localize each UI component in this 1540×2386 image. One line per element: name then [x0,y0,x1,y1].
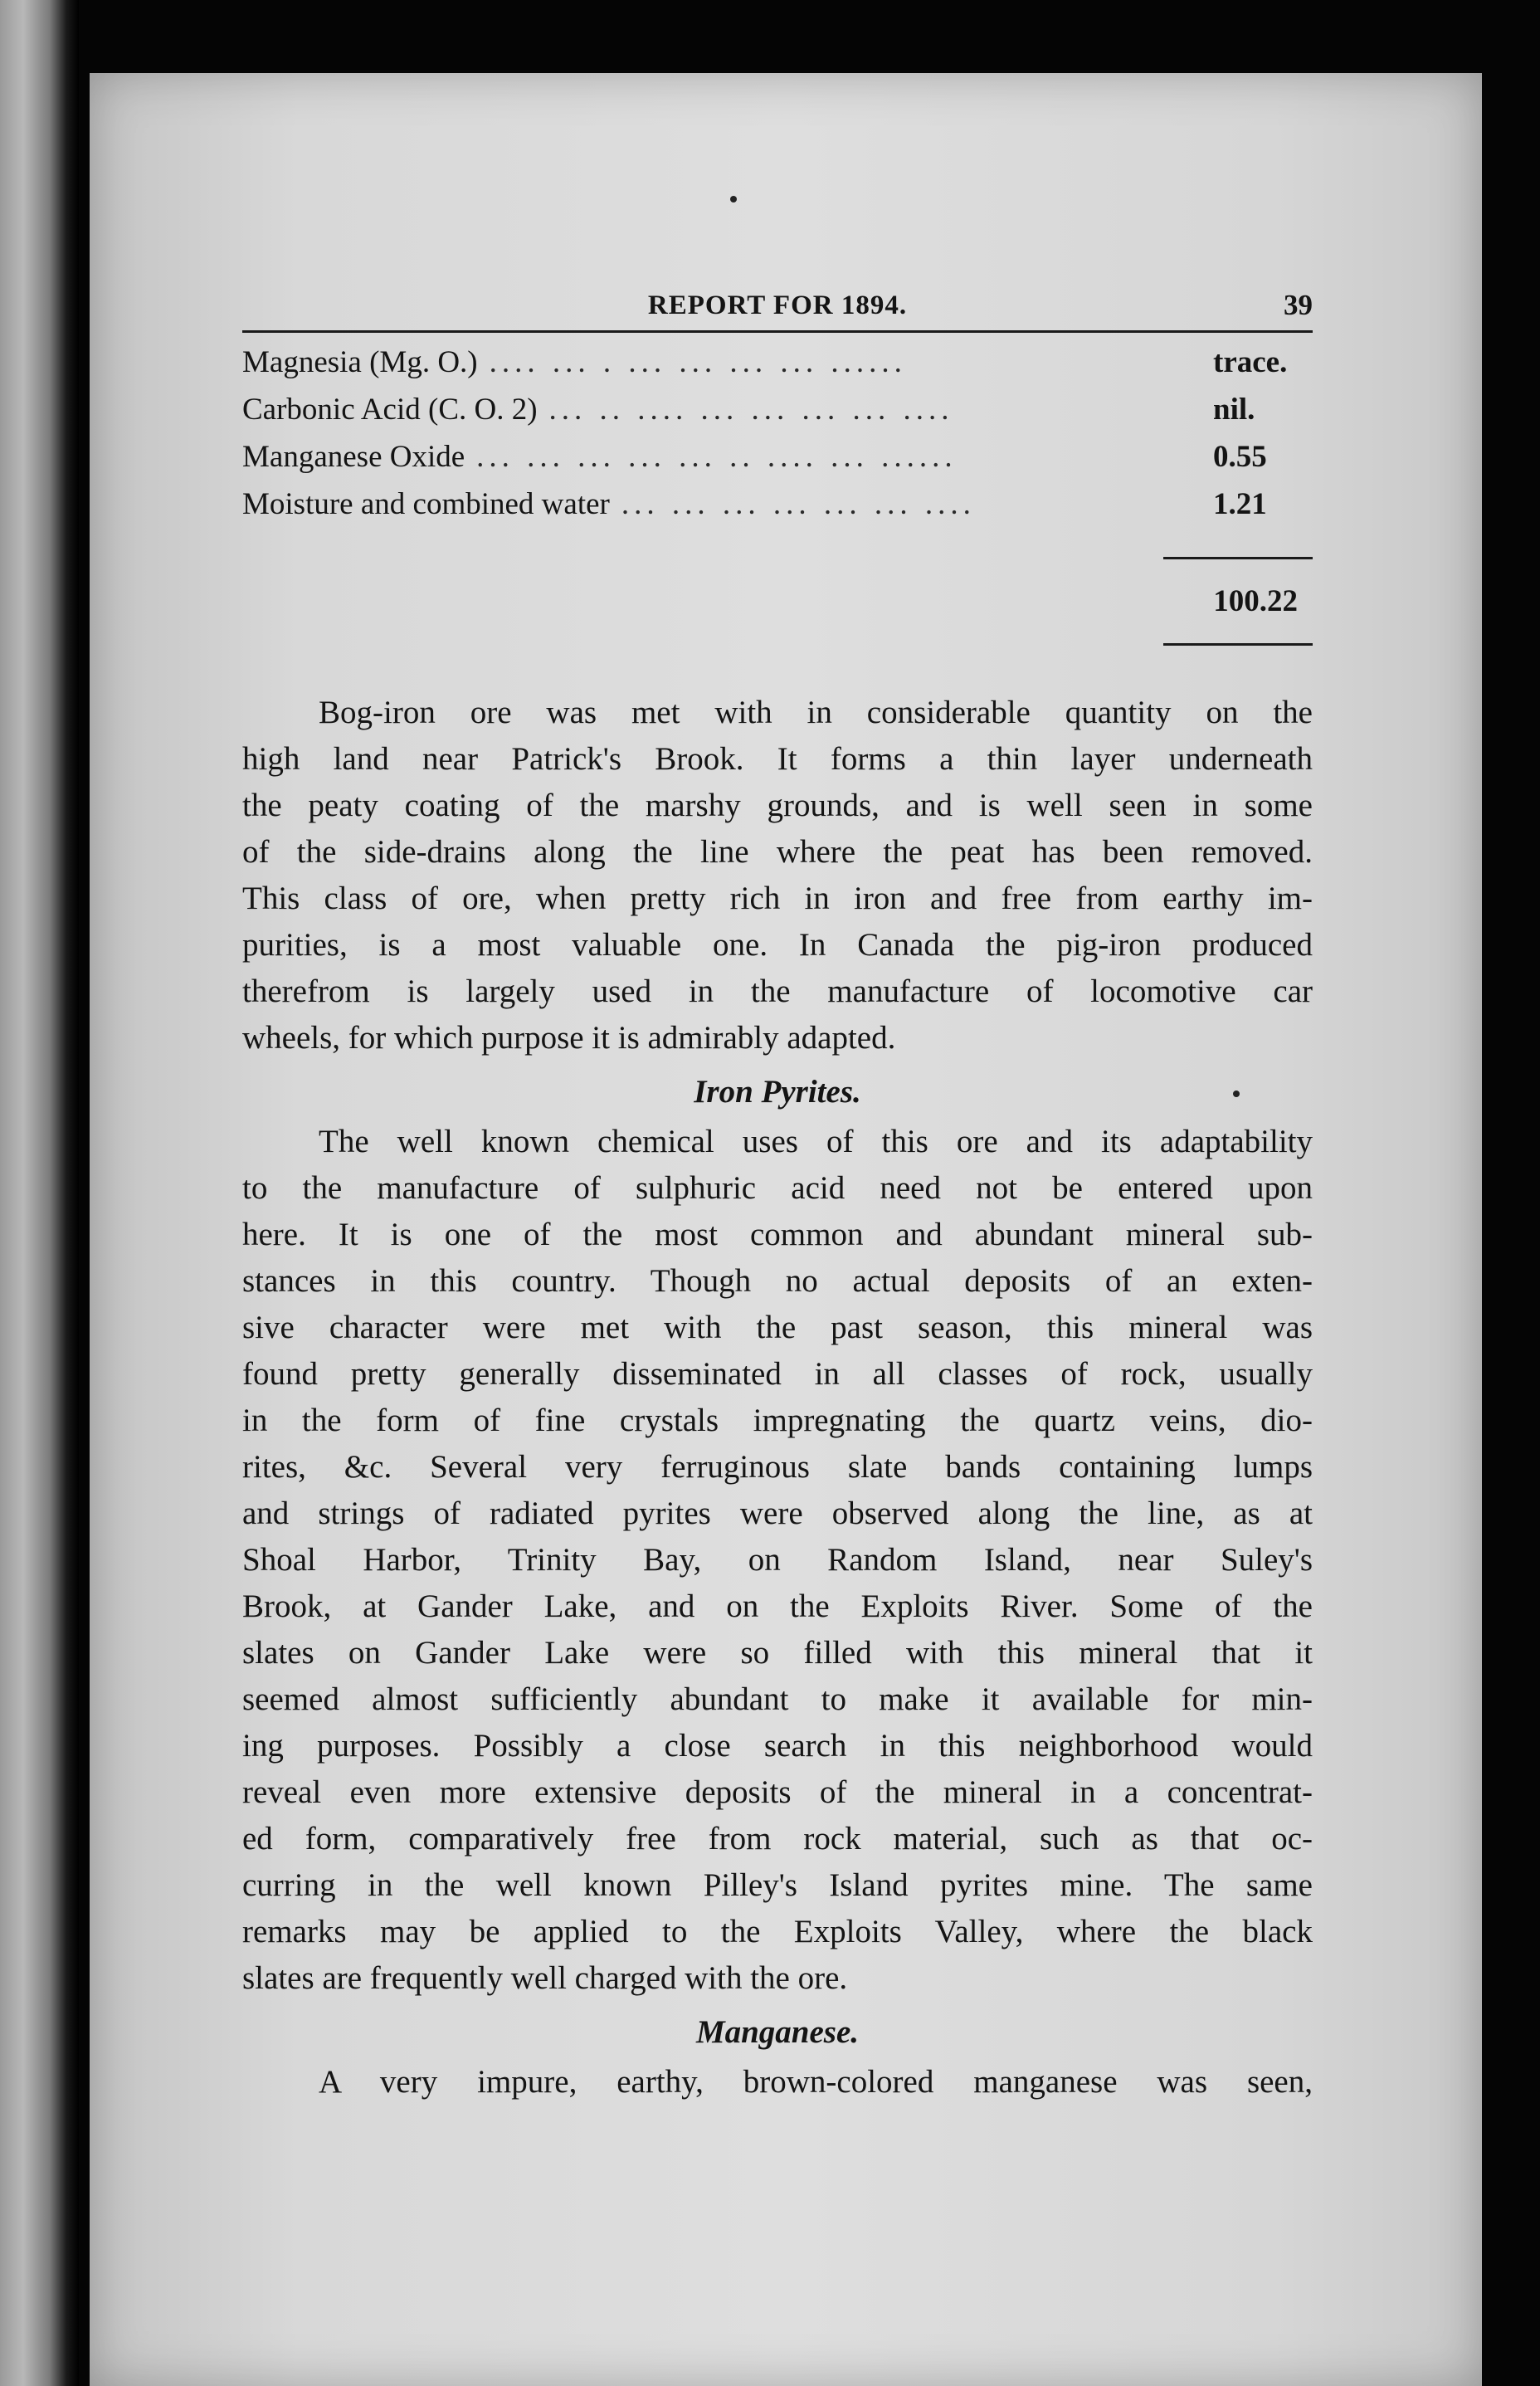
analysis-row [242,392,1313,439]
text-line: purities, is a most valuable one. In Canada the pig-iron produced [242,927,1313,963]
text-line: here. It is one of the most common and abundant mineral sub- [242,1217,1313,1252]
analysis-item-value: trace. [1213,345,1288,379]
analysis-row [242,344,1313,392]
analysis-row [242,486,1313,534]
analysis-item-value: 0.55 [1213,440,1267,474]
sum-rule [1163,643,1313,646]
running-header [242,282,1313,333]
text-line: ed form, comparatively free from rock material, such as that oc- [242,1821,1313,1857]
text-line: The well known chemical uses of this ore and its adaptability [319,1124,1313,1159]
sum-rule [1163,557,1313,559]
text-line: remarks may be applied to the Exploits Valley, where the black [242,1914,1313,1949]
analysis-table [242,344,1313,534]
page-number: 39 [1284,289,1313,321]
text-line: slates on Gander Lake were so filled with this mineral that it [242,1635,1313,1671]
manganese-paragraph [242,2059,1313,2105]
section-heading-iron-pyrites: Iron Pyrites. [694,1074,861,1110]
text-line: therefrom is largely used in the manufacture of locomotive car [242,973,1313,1009]
text-line: the peaty coating of the marshy grounds, and is well seen in some [242,788,1313,823]
leader-dots: ... ... ... ... ... ... .... [621,487,976,521]
text-line: in the form of fine crystals impregnating the quartz veins, dio- [242,1403,1313,1438]
analysis-item-name: Magnesia (Mg. O.) [242,345,478,379]
analysis-item-name: Manganese Oxide [242,440,465,474]
total-value: 100.22 [1213,584,1298,618]
analysis-item-value: nil. [1213,393,1255,427]
iron-pyrites-paragraph [242,1119,1313,2002]
text-line: to the manufacture of sulphuric acid need not be entered upon [242,1170,1313,1206]
text-line: stances in this country. Though no actual deposits of an exten- [242,1263,1313,1299]
leader-dots: ... ... ... ... ... .. .... ... ...... [476,440,958,474]
leader-dots: .... ... . ... ... ... ... ...... [489,345,907,379]
bog-iron-paragraph [242,690,1313,1061]
analysis-item-name: Carbonic Acid (C. O. 2) [242,393,538,427]
text-line: and strings of radiated pyrites were observed along the line, as at [242,1496,1313,1531]
section-heading-manganese: Manganese. [695,2014,860,2050]
analysis-row [242,439,1313,486]
text-line: sive character were met with the past season, this mineral was [242,1310,1313,1345]
text-line: ing purposes. Possibly a close search in this neighborhood would [242,1728,1313,1764]
text-line: high land near Patrick's Brook. It forms a thin layer underneath [242,741,1313,777]
text-line: Bog-iron ore was met with in considerable quantity on the [319,695,1313,730]
text-line: found pretty generally disseminated in all classes of rock, usually [242,1356,1313,1392]
adjacent-page-edge [0,0,79,2386]
text-line: Shoal Harbor, Trinity Bay, on Random Island, near Suley's [242,1542,1313,1578]
text-line: rites, &c. Several very ferruginous slate bands containing lumps [242,1449,1313,1485]
text-line: A very impure, earthy, brown-colored manganese was seen, [319,2064,1313,2100]
text-line: This class of ore, when pretty rich in iron and free from earthy im- [242,881,1313,916]
text-line: slates are frequently well charged with the ore. [242,1960,848,1996]
analysis-item-value: 1.21 [1213,487,1267,521]
header-title: REPORT FOR 1894. [647,290,908,320]
scan-speck [730,196,737,202]
analysis-total [242,534,1313,683]
text-line: wheels, for which purpose it is admirably adapted. [242,1020,896,1056]
text-line: reveal even more extensive deposits of the mineral in a concentrat- [242,1774,1313,1810]
text-line: curring in the well known Pilley's Island pyrites mine. The same [242,1867,1313,1903]
scan-speck [1233,1091,1240,1097]
text-line: of the side-drains along the line where the peat has been removed. [242,834,1313,870]
leader-dots: ... .. .... ... ... ... ... .... [548,393,954,427]
text-line: seemed almost sufficiently abundant to make it available for min- [242,1681,1313,1717]
page-content [242,282,1313,2105]
analysis-item-name: Moisture and combined water [242,487,610,521]
text-line: Brook, at Gander Lake, and on the Exploits River. Some of the [242,1588,1313,1624]
